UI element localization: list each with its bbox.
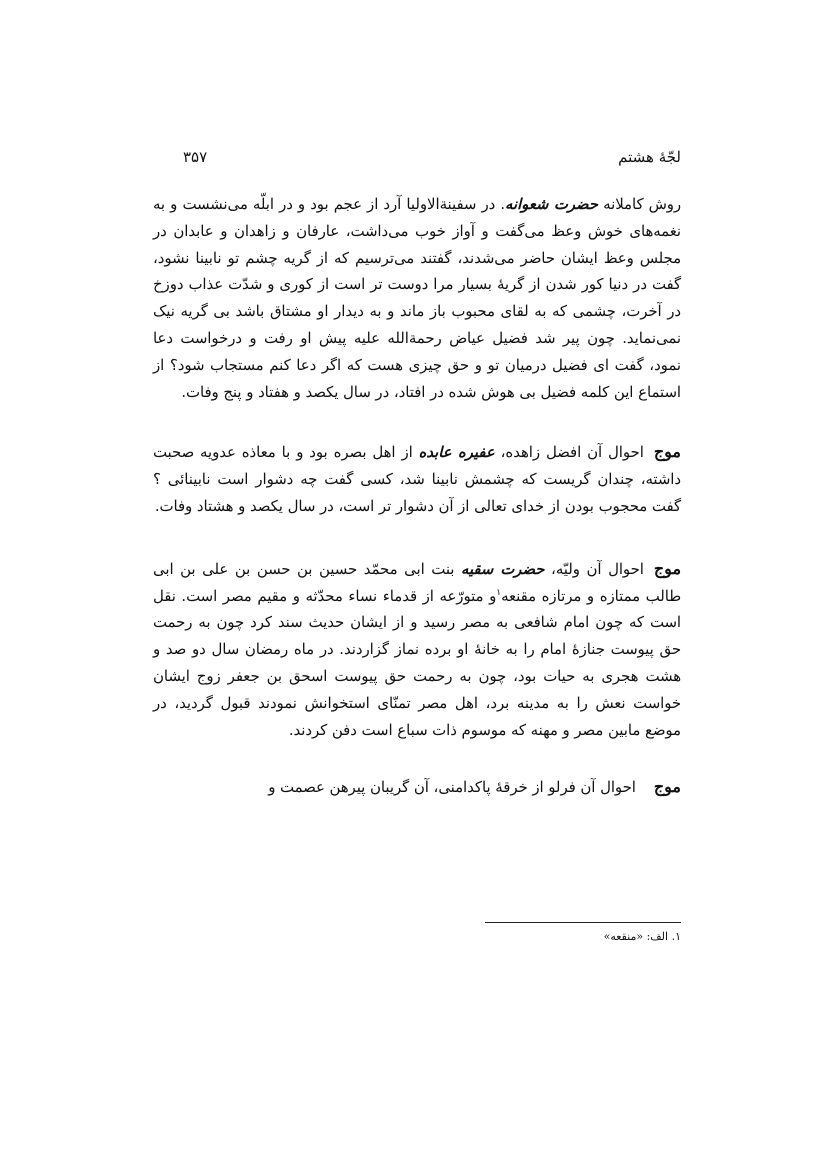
paragraph-afira	[153, 439, 681, 520]
paragraph-text: بنت ابی محمّد حسین بن حسن بن علی بن ابی طالب ممتازه و مرتازه مقنعه	[153, 560, 681, 605]
paragraph-shawana	[153, 192, 681, 406]
chapter-title: لجّهٔ هشتم	[618, 148, 681, 166]
person-name: حضرت شعوانه	[505, 196, 599, 213]
footnote: ۱. الف: «منقعه»	[603, 930, 681, 943]
running-header	[183, 148, 681, 174]
paragraph-continuation	[153, 774, 681, 802]
paragraph-text: روش کاملانه	[598, 196, 681, 213]
section-marker: موج	[653, 558, 682, 578]
paragraph-text: احوال آن فرلو از خرقهٔ پاکدامنی، آن گریبان پیرهن عصمت و	[268, 779, 636, 797]
paragraph-text: و متورّعه از قدماء نساء محدّثه و مقیم مصر است. نقل است که چون امام شافعی به مصر رسید و از ایشان حدیث سند کرد چون به رحمت حق پیوست جنازهٔ امام را به خانهٔ او برده نماز گزاردند. در ماه رمضان سال دو صد و هشت هجری به حیات بود، چون به رحمت حق پیوست اسحق بن جعفر زوج ایشان خواست نعش را به مدینه برد، اهل مصر تمنّای استخوانش نمودند قبول گردید، در موضع مابین مصر و مهنه که موسوم ذات سباع است دفن کردند.	[153, 587, 681, 739]
person-name: حضرت سقیه	[461, 560, 545, 578]
paragraph-text: احوال آن ولیّه،	[544, 560, 644, 578]
paragraph-saqiya	[153, 556, 681, 745]
person-name: عفیره عابده	[418, 444, 495, 462]
section-marker: موج	[653, 777, 681, 797]
body-text	[153, 192, 681, 802]
page-number: ۳۵۷	[183, 148, 208, 166]
footnote-divider	[485, 922, 681, 923]
section-marker: موج	[653, 442, 681, 462]
paragraph-text: احوال آن افضل زاهده،	[494, 444, 644, 462]
paragraph-text: از اهل بصره بود و با معاذه عدویه صحبت داشته، چندان گریست که چشمش نابینا شد، کسی گفت چه دشوار است نابینائی ؟ گفت محجوب بودن از خدای تعالی از آن دشوار تر است، در سال یکصد و هشتاد وفات.	[153, 444, 681, 515]
paragraph-text: . در سفینةالاولیا آرد از عجم بود و در ابلّه می‌نشست و به نغمه‌های خوش وعظ می‌گفت و آواز خوب می‌داشت، عارفان و زاهدان و عابدان در مجلس وعظ ایشان حاضر می‌شدند، گفتند می‌ترسیم که از گریه چشم تو نابینا نشود، گفت در دنیا کور شدن از گریهٔ بسیار مرا دوست تر است از کوری و شدّت عذاب دوزخ در آخرت، چشمی که به لقای محبوب باز ماند و به دیدار او مشتاق باشد بی گریه نیک نمی‌نماید. چون پیر شد فضیل عیاض رحمةالله علیه پیش او رفت و درخواست دعا نمود، گفت ای فضیل درمیان تو و حق چیزی هست که اگر دعا کنم مستجاب شود؟ از استماع این کلمه فضیل بی هوش شده در افتاد، در سال یکصد و هفتاد و پنج وفات.	[153, 196, 681, 401]
footnote-marker: ۱	[496, 587, 502, 598]
